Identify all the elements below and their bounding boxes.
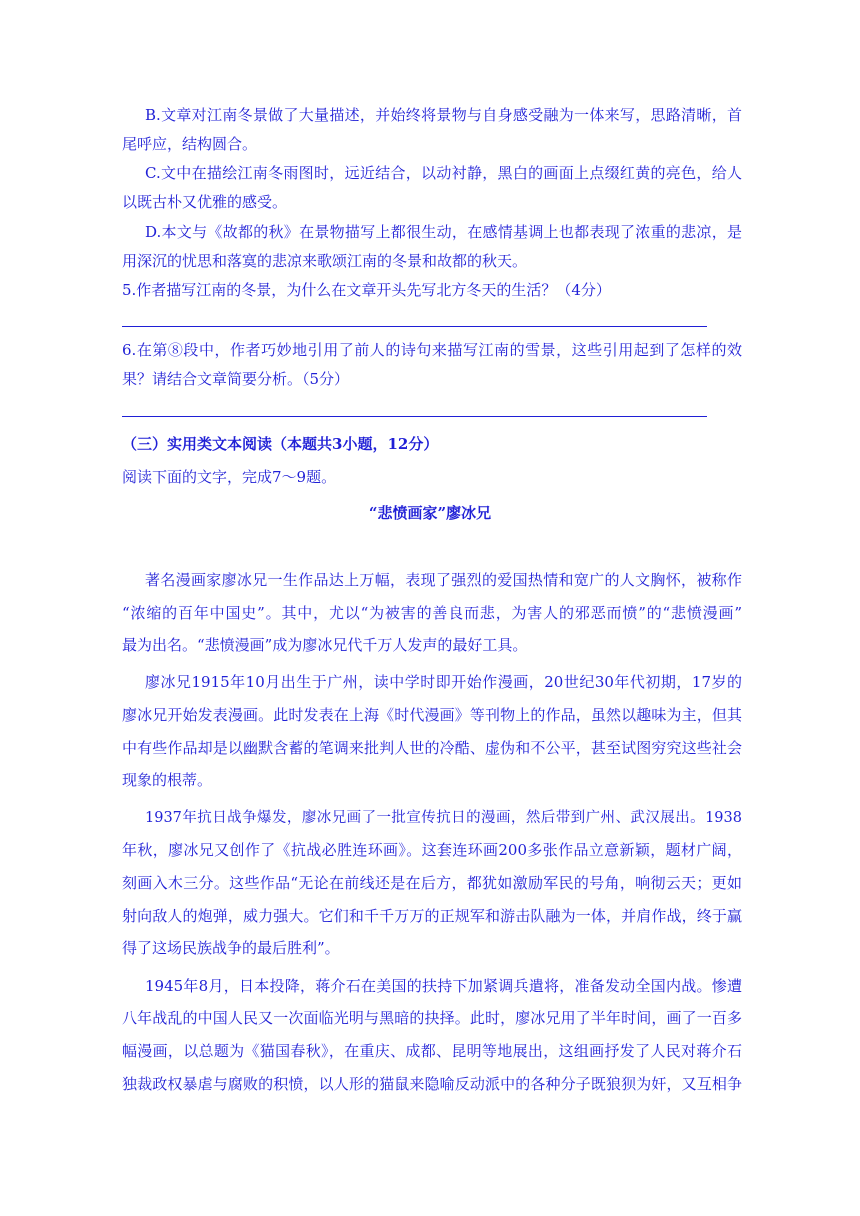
article-p2-line-1: 廖冰兄1915年10月出生于广州，读中学时即开始作漫画，20世纪30年代初期，17岁的 — [145, 673, 742, 691]
option-b-line-1: B.文章对江南冬景做了大量描述，并始终将景物与自身感受融为一体来写，思路清晰，首 — [145, 106, 742, 124]
question-5-text: 5.作者描写江南的冬景，为什么在文章开头先写北方冬天的生活？（4分） — [122, 281, 611, 299]
article-p2-line-2: 廖冰兄开始发表漫画。此时发表在上海《时代漫画》等刊物上的作品，虽然以趣味为主，但其 — [122, 706, 742, 724]
article-title: “悲愤画家”廖冰兄 — [368, 504, 492, 522]
section-instruction: 阅读下面的文字，完成7～9题。 — [122, 468, 337, 486]
article-p2-line-4: 现象的根蒂。 — [122, 771, 213, 789]
article-p1-line-1: 著名漫画家廖冰兄一生作品达上万幅，表现了强烈的爱国热情和宽广的人文胸怀，被称作 — [145, 571, 742, 589]
article-p3-line-4: 射向敌人的炮弹，威力强大。它们和千千万万的正规军和游击队融为一体，并肩作战，终于赢 — [122, 907, 742, 925]
article-p3-line-5: 得了这场民族战争的最后胜利”。 — [122, 939, 340, 957]
article-p1-line-3: 最为出名。“悲愤漫画”成为廖冰兄代千万人发声的最好工具。 — [122, 636, 528, 654]
article-p4-line-3: 幅漫画，以总题为《猫国春秋》，在重庆、成都、昆明等地展出，这组画抒发了人民对蒋介石 — [122, 1042, 742, 1060]
answer-line-5[interactable] — [122, 326, 707, 327]
option-d-line-1: D.本文与《故都的秋》在景物描写上都很生动，在感情基调上也都表现了浓重的悲凉，是 — [145, 223, 742, 241]
article-p4-line-2: 八年战乱的中国人民又一次面临光明与黑暗的抉择。此时，廖冰兄用了半年时间，画了一百多 — [122, 1009, 742, 1027]
question-6-line-2: 果？请结合文章简要分析。（5分） — [122, 370, 350, 388]
article-p4-line-1: 1945年8月，日本投降，蒋介石在美国的扶持下加紧调兵遣将，准备发动全国内战。惨遭 — [145, 977, 742, 995]
article-p3-line-3: 刻画入木三分。这些作品“无论在前线还是在后方，都犹如激励军民的号角，响彻云天；更如 — [122, 874, 742, 892]
question-6-line-1: 6.在第⑧段中，作者巧妙地引用了前人的诗句来描写江南的雪景，这些引用起到了怎样的效 — [122, 341, 742, 359]
article-p3-line-1: 1937年抗日战争爆发，廖冰兄画了一批宣传抗日的漫画，然后带到广州、武汉展出。1938 — [145, 810, 742, 826]
article-p1-line-2: “浓缩的百年中国史”。其中，尤以“为被害的善良而悲，为害人的邪恶而愤”的“悲愤漫画” — [122, 604, 742, 622]
option-d-line-2: 用深沉的忧思和落寞的悲凉来歌颂江南的冬景和故都的秋天。 — [122, 252, 528, 270]
article-p2-line-3: 中有些作品却是以幽默含蓄的笔调来批判人世的冷酷、虚伪和不公平，甚至试图穷究这些社会 — [122, 739, 742, 757]
option-b-line-2: 尾呼应，结构圆合。 — [122, 135, 258, 153]
option-c-line-1: C.文中在描绘江南冬雨图时，远近结合，以动衬静，黑白的画面上点缀红黄的亮色，给人 — [145, 164, 742, 182]
answer-line-6[interactable] — [122, 416, 707, 417]
section-heading: （三）实用类文本阅读（本题共3小题，12分） — [122, 435, 439, 453]
article-p4-line-4: 独裁政权暴虐与腐败的积愤，以人形的猫鼠来隐喻反动派中的各种分子既狼狈为奸，又互相争 — [122, 1075, 742, 1093]
option-c-line-2: 以既古朴又优雅的感受。 — [122, 193, 288, 211]
article-p3-line-2: 年秋，廖冰兄又创作了《抗战必胜连环画》。这套连环画200多张作品立意新颖，题材广阔， — [122, 841, 742, 859]
